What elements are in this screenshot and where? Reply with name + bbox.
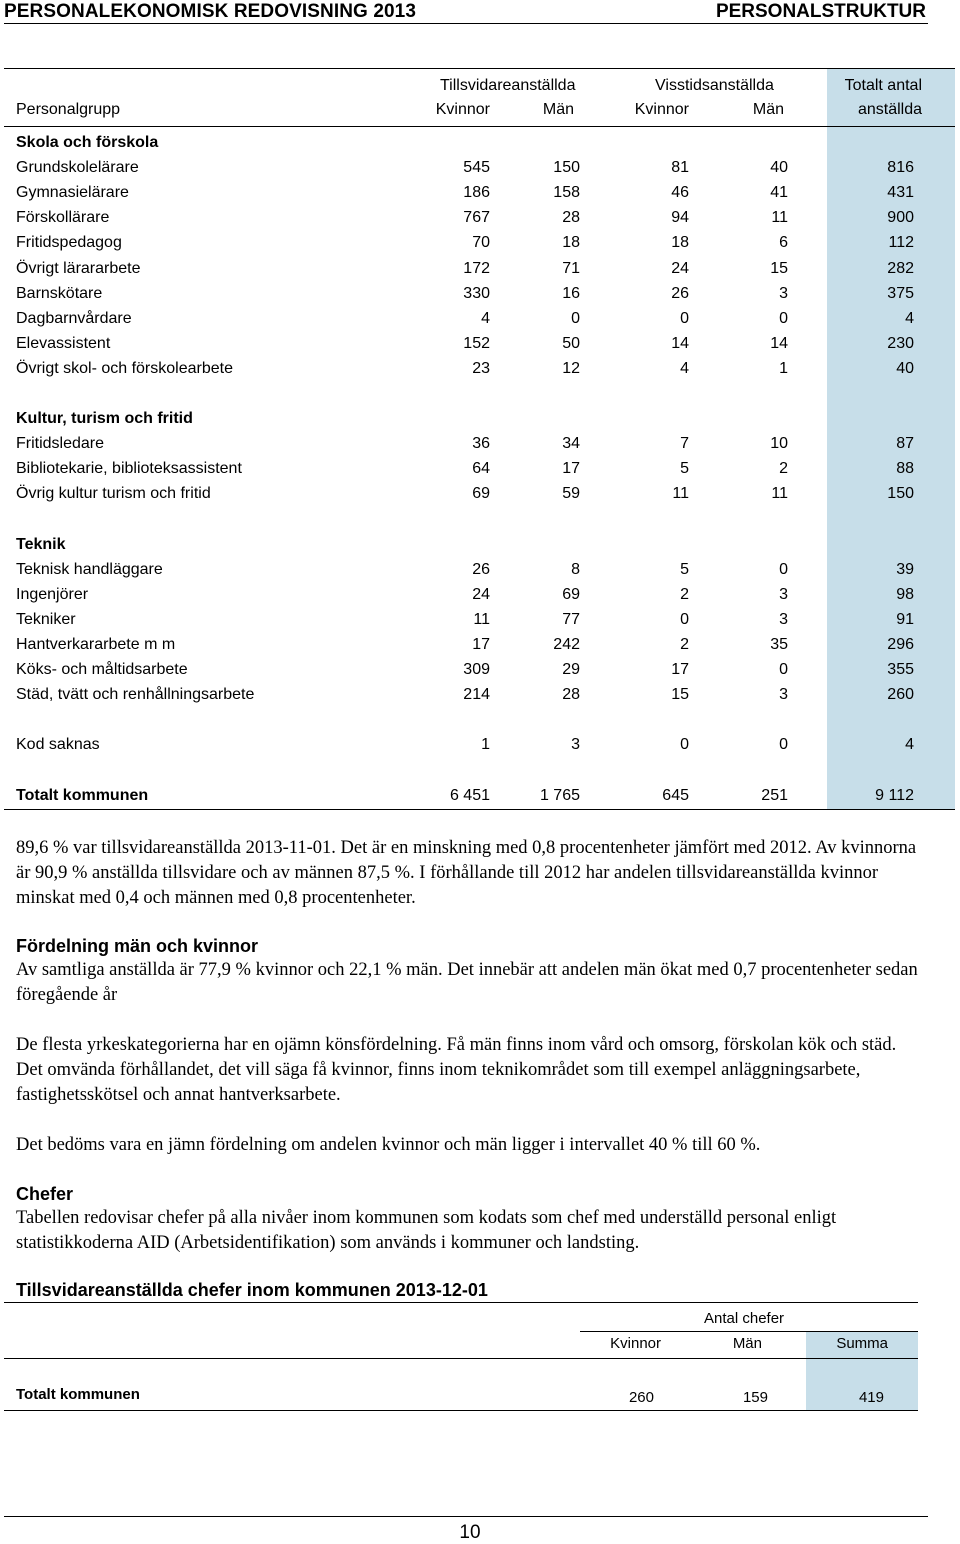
cell-kvinnor-viss: 15 [671,686,689,704]
row-label: Förskollärare [16,209,110,227]
cell-kvinnor-viss: 2 [680,636,689,653]
page-number: 10 [459,1522,481,1543]
cell-man-tills: 8 [571,560,580,578]
paragraph-tillsvidare: 89,6 % var tillsvidareanställda 2013-11-01. Det är en minskning med 0,8 procentenheter jämfört med 2012. Av kvinnorna är 90,9 % anställda tillsvidare och av männen 87,5 %. I förhållande till 2012 har andelen tillsvidareanställda kvinnor minskat med 0,4 och männen med 0,8 procentenheter. [16,838,917,908]
group-header-total: Totalt antal [844,77,922,94]
chef-total-kvinnor: 260 [628,1389,654,1406]
cell-kvinnor-viss: 81 [671,159,689,177]
heading-fordelning: Fördelning män och kvinnor [16,936,259,956]
cell-man-viss: 41 [770,184,788,202]
cell-total: 4 [905,736,914,754]
chef-table-title: Tillsvidareanställda chefer inom kommunen 2013-12-01 [16,1280,488,1300]
cell-man-viss: 3 [779,284,788,302]
cell-man-tills: 150 [553,159,580,177]
cell-total: 88 [896,460,914,478]
cell-man-viss: 0 [779,309,788,327]
cell-kvinnor-tills: 4 [481,309,490,327]
row-label: Elevassistent [16,334,111,352]
row-label: Fritidspedagog [16,234,122,252]
paragraph-chefer: Tabellen redovisar chefer på alla nivåer inom kommunen som kodats som chef med underställd personal enligt statistikkoderna AID (Arbetsidentifikation) som används i kommuner och landsting. [16,1208,837,1253]
cell-kvinnor-tills: 36 [472,435,490,453]
cell-total: 816 [887,159,914,177]
paragraph-jamn-fordelning: Det bedöms vara en jämn fördelning om andelen kvinnor och män ligger i intervallet 40 % till 60 %. [16,1135,761,1155]
cell-kvinnor-viss: 17 [671,661,689,679]
page-header [0,0,960,22]
chef-group-header: Antal chefer [704,1310,785,1327]
cell-man-tills: 3 [571,736,580,754]
cell-total: 4 [905,309,914,327]
row-label: Teknisk handläggare [16,560,163,578]
chef-table-top-rule [4,1302,918,1303]
chef-total-summa: 419 [858,1389,884,1406]
row-label: Tekniker [16,610,76,628]
cell-man-tills: 18 [562,234,580,252]
chef-col-man: Män [732,1335,762,1352]
cell-kvinnor-viss: 5 [680,460,689,478]
cell-kvinnor-tills: 172 [463,259,490,277]
cell-total: 112 [888,234,914,252]
footer-divider [4,1516,928,1517]
cell-kvinnor-tills: 545 [463,159,490,177]
section-title: Skola och förskola [16,134,159,151]
row-label: Städ, tvätt och renhållningsarbete [16,686,255,704]
cell-kvinnor-tills: 23 [472,359,490,377]
cell-kvinnor-viss: 2 [680,585,689,603]
row-label: Hantverkararbete m m [16,636,176,653]
paragraph-fordelning: Av samtliga anställda är 77,9 % kvinnor och 22,1 % män. Det innebär att andelen män ökat med 0,7 procentenheter sedan föregående år [16,960,918,1005]
cell-kvinnor-tills: 11 [473,610,490,628]
cell-kvinnor-viss: 0 [680,309,689,327]
row-label: Köks- och måltidsarbete [16,661,188,679]
cell-kvinnor-tills: 6 451 [449,786,490,804]
col-header-personalgrupp: Personalgrupp [16,101,121,118]
chef-total-label: Totalt kommunen [16,1386,140,1403]
cell-man-viss: 2 [779,460,788,478]
cell-kvinnor-tills: 70 [472,234,490,252]
header-divider [4,23,928,24]
cell-kvinnor-tills: 186 [463,184,490,202]
chef-subheader-rule [580,1331,918,1332]
cell-man-tills: 17 [562,460,580,478]
cell-man-viss: 15 [770,259,788,277]
cell-kvinnor-viss: 14 [671,334,689,352]
table-bottom-rule [4,809,955,810]
cell-total: 260 [887,686,914,704]
cell-man-viss: 0 [779,661,788,679]
cell-man-viss: 1 [779,359,788,377]
row-label: Fritidsledare [16,435,105,453]
cell-kvinnor-viss: 7 [680,435,689,453]
cell-man-viss: 11 [771,485,788,503]
cell-man-tills: 12 [562,359,580,377]
cell-total: 375 [887,284,914,302]
section-title: Kultur, turism och fritid [16,410,193,428]
col-header-kvinnor-tills: Kvinnor [435,101,490,118]
cell-total: 39 [896,560,914,578]
row-label: Övrigt skol- och förskolearbete [16,359,233,377]
chef-header-bottom-rule [4,1358,918,1359]
cell-kvinnor-tills: 309 [463,661,490,679]
cell-total: 87 [896,435,914,453]
cell-total: 355 [887,661,914,679]
cell-man-tills: 71 [562,259,580,277]
cell-total: 900 [887,209,914,227]
cell-man-tills: 0 [571,309,580,327]
header-bottom-rule [4,126,955,127]
row-label: Gymnasielärare [16,184,129,202]
group-header-tillsvidare: Tillsvidareanställda [440,77,576,94]
cell-total: 230 [887,334,914,352]
paragraph-konsfordelning: De flesta yrkeskategorierna har en ojämn könsfördelning. Få män finns inom vård och omsorg, förskolan kök och städ. Det omvända förhållandet, det vill säga få kvinnor, finns inom teknikområdet som till exempel anläggningsarbete, fastighetsskötsel och annat hantverksarbete. [16,1035,897,1105]
chef-col-kvinnor: Kvinnor [610,1335,661,1352]
cell-man-tills: 16 [562,284,580,302]
cell-kvinnor-viss: 94 [671,209,689,227]
row-label: Grundskolelärare [16,159,139,177]
section-title: PERSONALSTRUKTUR [715,1,926,22]
cell-man-viss: 3 [779,585,788,603]
cell-man-viss: 3 [779,610,788,628]
report-title: PERSONALEKONOMISK REDOVISNING 2013 [4,1,416,22]
cell-total: 282 [887,259,914,277]
cell-kvinnor-tills: 152 [463,334,490,352]
col-header-total: anställda [857,101,922,118]
cell-man-tills: 1 765 [539,786,580,804]
row-label: Bibliotekarie, biblioteksassistent [16,460,242,478]
cell-man-tills: 77 [562,610,580,628]
cell-total: 98 [896,585,914,603]
group-header-visstid: Visstidsanställda [655,77,774,94]
row-label: Kod saknas [16,736,100,754]
cell-man-tills: 59 [562,485,580,503]
cell-kvinnor-viss: 0 [680,736,689,754]
cell-man-viss: 3 [779,686,788,704]
row-label: Ingenjörer [16,585,89,603]
cell-total: 91 [896,610,914,628]
cell-man-viss: 10 [770,435,788,453]
cell-man-tills: 158 [553,184,580,202]
col-header-man-tills: Män [542,101,574,118]
cell-total: 431 [887,184,914,202]
cell-man-viss: 0 [779,560,788,578]
cell-man-viss: 11 [771,209,788,227]
cell-kvinnor-viss: 4 [680,359,689,377]
cell-kvinnor-viss: 0 [680,610,689,628]
cell-man-tills: 28 [562,209,580,227]
cell-man-tills: 34 [562,435,580,453]
chef-table-bottom-rule [4,1410,918,1411]
table-top-rule [4,68,955,69]
col-header-man-viss: Män [752,101,784,118]
cell-kvinnor-viss: 24 [671,259,689,277]
cell-kvinnor-tills: 26 [472,560,490,578]
cell-total: 150 [887,485,914,503]
heading-chefer: Chefer [16,1184,74,1204]
cell-total: 40 [896,359,914,377]
chef-total-man: 159 [742,1389,768,1406]
cell-kvinnor-tills: 69 [472,485,490,503]
row-label: Dagbarnvårdare [16,309,132,327]
section-title: Teknik [16,535,66,553]
row-label: Totalt kommunen [16,786,149,804]
cell-man-tills: 28 [562,686,580,704]
cell-man-viss: 40 [770,159,788,177]
row-label: Övrig kultur turism och fritid [16,485,211,503]
cell-kvinnor-tills: 64 [472,460,490,478]
cell-kvinnor-tills: 1 [481,736,490,754]
cell-man-tills: 69 [562,585,580,603]
cell-kvinnor-viss: 5 [680,560,689,578]
cell-kvinnor-tills: 24 [472,585,490,603]
cell-kvinnor-viss: 46 [671,184,689,202]
cell-total: 9 112 [875,786,914,804]
cell-man-viss: 6 [779,234,788,252]
cell-man-viss: 251 [761,786,788,804]
row-label: Barnskötare [16,284,103,302]
cell-man-viss: 14 [770,334,788,352]
cell-man-viss: 0 [779,736,788,754]
cell-kvinnor-tills: 17 [472,636,490,653]
cell-kvinnor-viss: 18 [671,234,689,252]
cell-man-viss: 35 [770,636,788,653]
cell-kvinnor-viss: 645 [662,786,689,804]
cell-total: 296 [887,636,914,653]
cell-kvinnor-tills: 767 [463,209,490,227]
cell-man-tills: 29 [562,661,580,679]
cell-kvinnor-viss: 11 [672,485,689,503]
row-label: Övrigt lärararbete [16,259,141,277]
cell-kvinnor-tills: 214 [463,686,490,704]
cell-man-tills: 242 [553,636,580,653]
cell-man-tills: 50 [562,334,580,352]
cell-kvinnor-tills: 330 [463,284,490,302]
col-header-kvinnor-viss: Kvinnor [634,101,689,118]
chef-col-summa: Summa [836,1335,888,1352]
cell-kvinnor-viss: 26 [671,284,689,302]
